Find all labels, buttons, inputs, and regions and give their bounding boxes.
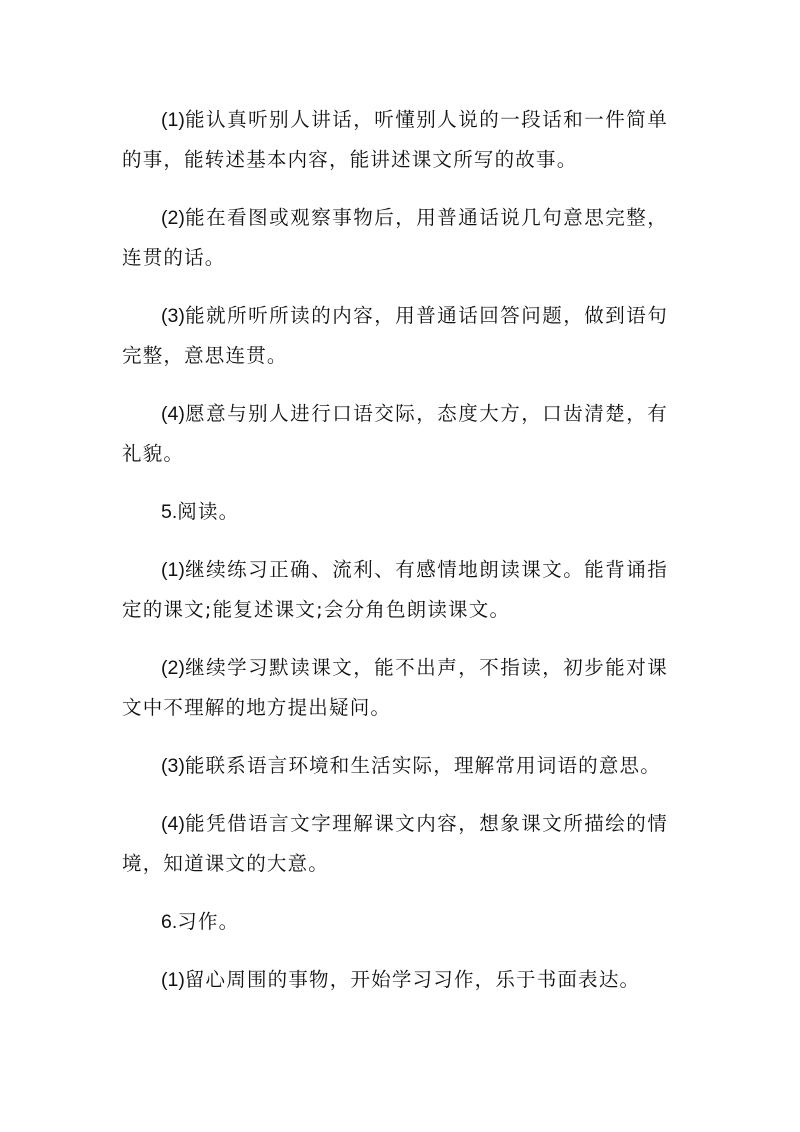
paragraph-text: 能就所听所读的内容，用普通话回答问题，做到语句完整，意思连贯。: [122, 304, 668, 367]
paragraph-text: 能凭借语言文字理解课文内容，想象课文所描绘的情境，知道课文的大意。: [122, 812, 668, 875]
paragraph-text: 能在看图或观察事物后，用普通话说几句意思完整，连贯的话。: [122, 206, 668, 269]
item-number: (1): [161, 109, 185, 131]
item-number: (3): [161, 755, 185, 777]
paragraph-text: 愿意与别人进行口语交际，态度大方，口齿清楚，有礼貌。: [122, 402, 668, 465]
paragraph-text: 能联系语言环境和生活实际，理解常用词语的意思。: [184, 754, 661, 777]
paragraph-speaking-2: [122, 198, 668, 278]
paragraph-speaking-4: [122, 394, 668, 474]
paragraph-reading-2: [122, 648, 668, 728]
item-number: (3): [161, 305, 185, 327]
paragraph-reading-4: [122, 804, 668, 884]
item-number: (2): [161, 657, 185, 679]
item-number: (1): [161, 559, 185, 581]
item-number: (4): [161, 813, 185, 835]
paragraph-text: 留心周围的事物，开始学习习作，乐于书面表达。: [184, 968, 641, 991]
paragraph-text: 能认真听别人讲话，听懂别人说的一段话和一件简单的事，能转述基本内容，能讲述课文所写的故事。: [122, 108, 668, 171]
section-number: 5.: [161, 501, 178, 523]
paragraph-text: 继续练习正确、流利、有感情地朗读课文。能背诵指定的课文;能复述课文;会分角色朗读课文。: [122, 558, 668, 621]
section-title: 习作。: [177, 910, 240, 933]
paragraph-speaking-3: [122, 296, 668, 376]
section-number: 6.: [161, 911, 178, 933]
item-number: (4): [161, 403, 185, 425]
paragraph-reading-3: [122, 746, 668, 786]
section-title: 阅读。: [177, 500, 240, 523]
item-number: (1): [161, 969, 185, 991]
section-heading-writing: [122, 902, 668, 942]
paragraph-text: 继续学习默读课文，能不出声，不指读，初步能对课文中不理解的地方提出疑问。: [122, 656, 668, 719]
document-page: [122, 100, 668, 1018]
paragraph-writing-1: [122, 960, 668, 1000]
paragraph-speaking-1: [122, 100, 668, 180]
item-number: (2): [161, 207, 185, 229]
paragraph-reading-1: [122, 550, 668, 630]
section-heading-reading: [122, 492, 668, 532]
